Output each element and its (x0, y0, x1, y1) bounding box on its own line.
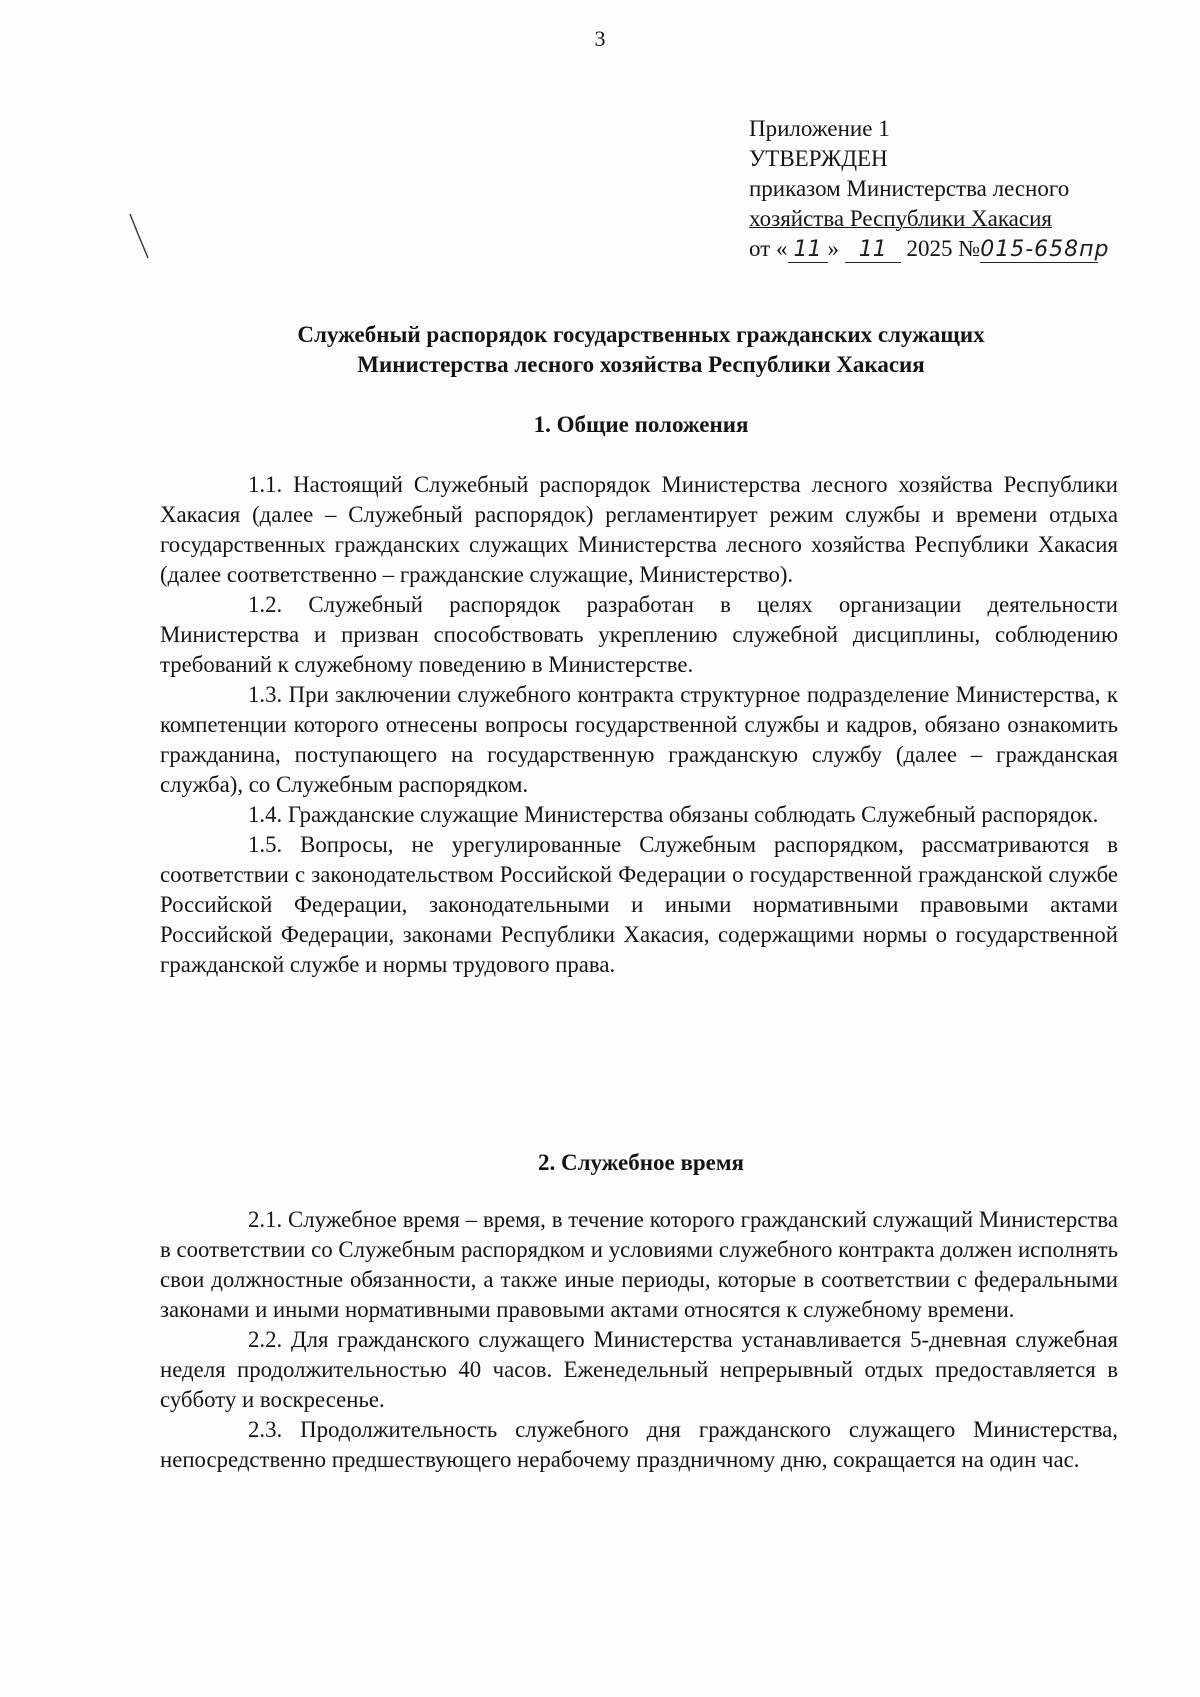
order-number-handwritten: 015-658пр (980, 237, 1110, 262)
section-1-heading: 1. Общие положения (533, 412, 749, 437)
date-month-handwritten: 11 (845, 238, 901, 263)
approval-block (749, 114, 1169, 264)
date-year: 2025 № (906, 236, 981, 261)
approval-approved: УТВЕРЖДЕН (749, 146, 888, 171)
paragraph-1-4: 1.4. Гражданские служащие Министерства обязаны соблюдать Служебный распорядок. (248, 802, 1099, 827)
document-title (160, 320, 1122, 380)
paragraph-2-1: 2.1. Служебное время – время, в течение которого гражданский служащий Министерства в соответствии со Служебным распорядком и условиями служебного контракта должен исполнять свои должностные обязанности, а также иные периоды, которые в соответствии с федеральными законами и иными нормативными правовыми актами относятся к служебному времени. (160, 1207, 1118, 1322)
scan-mark (128, 212, 152, 262)
page-number: 3 (594, 26, 606, 51)
approval-date-line (749, 234, 1169, 264)
section-2-body (160, 1205, 1118, 1475)
title-line-1: Служебный распорядок государственных гражданских служащих (297, 322, 985, 347)
paragraph-1-5: 1.5. Вопросы, не урегулированные Служебным распорядком, рассматриваются в соответствии с законодательством Российской Федерации о государственной гражданской службе Российской Федерации, законодательными и иными нормативными правовыми актами Российской Федерации, законами Республики Хакасия, содержащими нормы о государственной гражданской службе и нормы трудового права. (160, 832, 1118, 977)
section-2-heading: 2. Служебное время (537, 1150, 745, 1175)
section-1-body (160, 470, 1118, 980)
title-line-2: Министерства лесного хозяйства Республики Хакасия (357, 352, 925, 377)
paragraph-1-3: 1.3. При заключении служебного контракта структурное подразделение Министерства, к компетенции которого отнесены вопросы государственной службы и кадров, обязано ознакомить гражданина, поступающего на государственную гражданскую службу (далее – гражданская служба), со Служебным распорядком. (160, 682, 1118, 797)
approval-ministry: хозяйства Республики Хакасия (749, 206, 1052, 231)
approval-by-order: приказом Министерства лесного (749, 176, 1070, 201)
paragraph-1-1: 1.1. Настоящий Служебный распорядок Министерства лесного хозяйства Республики Хакасия (далее – Служебный распорядок) регламентирует режим службы и времени отдыха государственных гражданских служащих Министерства лесного хозяйства Республики Хакасия (далее соответственно – гражданские служащие, Министерство). (160, 472, 1118, 587)
paragraph-1-2: 1.2. Служебный распорядок разработан в целях организации деятельности Министерства и призван способствовать укреплению служебной дисциплины, соблюдению требований к служебному поведению в Министерстве. (160, 592, 1118, 677)
date-mid: » (827, 236, 839, 261)
date-day-handwritten: 11 (788, 238, 828, 263)
paragraph-2-2: 2.2. Для гражданского служащего Министерства устанавливается 5-дневная служебная неделя продолжительностью 40 часов. Еженедельный непрерывный отдых предоставляется в субботу и воскресенье. (160, 1327, 1118, 1412)
paragraph-2-3: 2.3. Продолжительность служебного дня гражданского служащего Министерства, непосредственно предшествующего нерабочему праздничному дню, сокращается на один час. (160, 1417, 1118, 1472)
date-prefix: от « (749, 236, 788, 261)
approval-appendix: Приложение 1 (749, 116, 890, 141)
